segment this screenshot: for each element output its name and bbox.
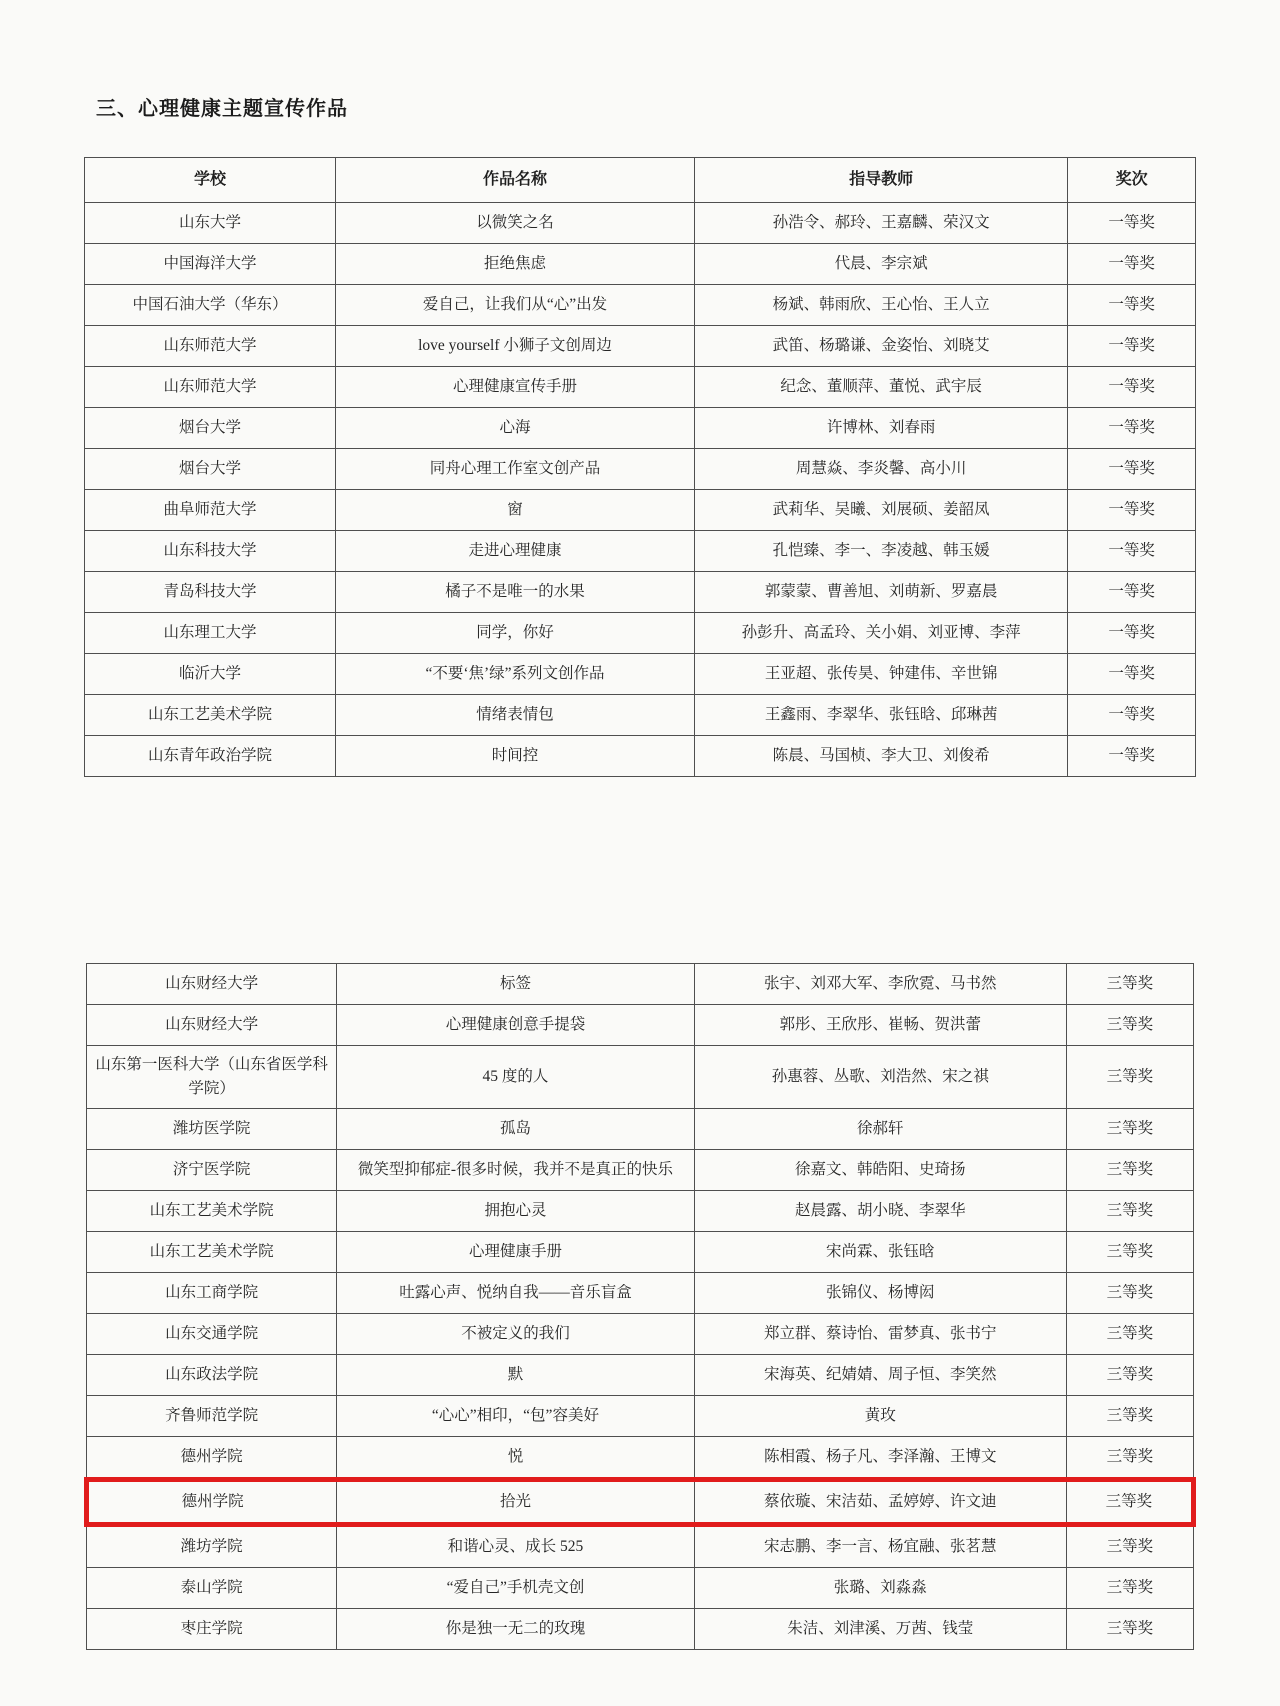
cell-work: 时间控 <box>336 736 695 777</box>
table-row <box>85 285 1196 326</box>
cell-work: 你是独一无二的玫瑰 <box>337 1609 695 1650</box>
cell-award: 一等奖 <box>1068 326 1196 367</box>
table-row <box>85 695 1196 736</box>
awards-table-third-prize <box>84 963 1196 1650</box>
cell-school: 济宁医学院 <box>87 1150 337 1191</box>
table-row <box>87 1568 1194 1609</box>
table-row <box>87 1437 1194 1480</box>
cell-work: 爱自己，让我们从“心”出发 <box>336 285 695 326</box>
cell-work: 以微笑之名 <box>336 203 695 244</box>
cell-teachers: 赵晨露、胡小晓、李翠华 <box>694 1191 1066 1232</box>
table-row <box>87 1109 1194 1150</box>
cell-teachers: 陈相霞、杨子凡、李泽瀚、王博文 <box>694 1437 1066 1480</box>
cell-teachers: 宋尚霖、张钰晗 <box>694 1232 1066 1273</box>
table-row <box>87 1525 1194 1568</box>
cell-teachers: 纪念、董顺萍、董悦、武宇辰 <box>694 367 1067 408</box>
cell-work: 心理健康手册 <box>337 1232 695 1273</box>
cell-school: 枣庄学院 <box>87 1609 337 1650</box>
cell-teachers: 徐郝轩 <box>694 1109 1066 1150</box>
cell-work: 和谐心灵、成长 525 <box>337 1525 695 1568</box>
table-row <box>85 613 1196 654</box>
cell-work: 同舟心理工作室文创产品 <box>336 449 695 490</box>
cell-work: 默 <box>337 1355 695 1396</box>
cell-teachers: 徐嘉文、韩皓阳、史琦扬 <box>694 1150 1066 1191</box>
first-prize-rows <box>85 203 1196 777</box>
cell-work: 情绪表情包 <box>336 695 695 736</box>
cell-award: 三等奖 <box>1066 1568 1193 1609</box>
table-row <box>87 1273 1194 1314</box>
cell-school: 青岛科技大学 <box>85 572 336 613</box>
cell-award: 一等奖 <box>1068 367 1196 408</box>
cell-work: “心心”相印，“包”容美好 <box>337 1396 695 1437</box>
cell-award: 一等奖 <box>1068 490 1196 531</box>
cell-teachers: 宋海英、纪婧婧、周子恒、李笑然 <box>694 1355 1066 1396</box>
column-header-teachers: 指导教师 <box>694 158 1067 203</box>
cell-school: 山东财经大学 <box>87 964 337 1005</box>
cell-work: 微笑型抑郁症-很多时候，我并不是真正的快乐 <box>337 1150 695 1191</box>
cell-award: 一等奖 <box>1068 285 1196 326</box>
table-row <box>87 1355 1194 1396</box>
cell-school: 山东理工大学 <box>85 613 336 654</box>
cell-teachers: 周慧焱、李炎馨、高小川 <box>694 449 1067 490</box>
cell-teachers: 孔恺臻、李一、李凌越、韩玉媛 <box>694 531 1067 572</box>
cell-school: 烟台大学 <box>85 449 336 490</box>
table-row <box>85 367 1196 408</box>
cell-school: 齐鲁师范学院 <box>87 1396 337 1437</box>
cell-work: 窗 <box>336 490 695 531</box>
cell-award: 三等奖 <box>1066 1609 1193 1650</box>
cell-award: 三等奖 <box>1066 1232 1193 1273</box>
cell-teachers: 朱洁、刘津溪、万茜、钱莹 <box>694 1609 1066 1650</box>
cell-teachers: 黄玫 <box>694 1396 1066 1437</box>
column-header-work: 作品名称 <box>336 158 695 203</box>
cell-award: 一等奖 <box>1068 203 1196 244</box>
cell-teachers: 宋志鹏、李一言、杨宜融、张茗慧 <box>694 1525 1066 1568</box>
cell-award: 一等奖 <box>1068 695 1196 736</box>
cell-work: 吐露心声、悦纳自我——音乐盲盒 <box>337 1273 695 1314</box>
cell-work: “不要‘焦’绿”系列文创作品 <box>336 654 695 695</box>
cell-work: 心海 <box>336 408 695 449</box>
cell-work: 心理健康宣传手册 <box>336 367 695 408</box>
cell-teachers: 蔡依璇、宋洁茹、孟婷婷、许文迪 <box>694 1480 1066 1525</box>
table-row <box>85 408 1196 449</box>
cell-school: 山东科技大学 <box>85 531 336 572</box>
cell-award: 一等奖 <box>1068 408 1196 449</box>
cell-teachers: 许博林、刘春雨 <box>694 408 1067 449</box>
cell-school: 山东工艺美术学院 <box>87 1232 337 1273</box>
table-row <box>85 736 1196 777</box>
table-row <box>85 572 1196 613</box>
cell-school: 烟台大学 <box>85 408 336 449</box>
cell-award: 三等奖 <box>1066 1314 1193 1355</box>
cell-teachers: 郭彤、王欣彤、崔畅、贺洪蕾 <box>694 1005 1066 1046</box>
page-break-gap <box>84 777 1196 963</box>
cell-work: 心理健康创意手提袋 <box>337 1005 695 1046</box>
cell-award: 三等奖 <box>1066 964 1193 1005</box>
highlighted-row <box>87 1480 1194 1525</box>
table-row <box>85 654 1196 695</box>
cell-school: 曲阜师范大学 <box>85 490 336 531</box>
cell-award: 一等奖 <box>1068 654 1196 695</box>
cell-teachers: 王鑫雨、李翠华、张钰晗、邱琳茜 <box>694 695 1067 736</box>
cell-teachers: 郑立群、蔡诗怡、雷梦真、张书宁 <box>694 1314 1066 1355</box>
table-row <box>87 1396 1194 1437</box>
cell-teachers: 孙惠蓉、丛歌、刘浩然、宋之祺 <box>694 1046 1066 1109</box>
cell-school: 山东工艺美术学院 <box>87 1191 337 1232</box>
cell-award: 三等奖 <box>1066 1525 1193 1568</box>
cell-teachers: 代晨、李宗斌 <box>694 244 1067 285</box>
cell-work: 拾光 <box>337 1480 695 1525</box>
cell-work: 拥抱心灵 <box>337 1191 695 1232</box>
cell-award: 一等奖 <box>1068 449 1196 490</box>
cell-school: 德州学院 <box>87 1480 337 1525</box>
cell-teachers: 张璐、刘淼淼 <box>694 1568 1066 1609</box>
table-row <box>87 1609 1194 1650</box>
cell-school: 山东师范大学 <box>85 367 336 408</box>
cell-teachers: 张宇、刘邓大军、李欣霓、马书然 <box>694 964 1066 1005</box>
cell-school: 中国石油大学（华东） <box>85 285 336 326</box>
table-row <box>87 1046 1194 1109</box>
cell-award: 一等奖 <box>1068 572 1196 613</box>
cell-award: 一等奖 <box>1068 531 1196 572</box>
cell-school: 山东大学 <box>85 203 336 244</box>
table-row <box>87 1232 1194 1273</box>
cell-school: 山东工商学院 <box>87 1273 337 1314</box>
cell-work: 橘子不是唯一的水果 <box>336 572 695 613</box>
cell-school: 潍坊医学院 <box>87 1109 337 1150</box>
table-row <box>85 449 1196 490</box>
cell-award: 三等奖 <box>1066 1046 1193 1109</box>
cell-school: 山东交通学院 <box>87 1314 337 1355</box>
cell-teachers: 陈晨、马国桢、李大卫、刘俊希 <box>694 736 1067 777</box>
cell-award: 三等奖 <box>1066 1437 1193 1480</box>
cell-award: 三等奖 <box>1066 1005 1193 1046</box>
cell-award: 三等奖 <box>1066 1109 1193 1150</box>
cell-teachers: 孙浩令、郝玲、王嘉麟、荣汉文 <box>694 203 1067 244</box>
cell-school: 德州学院 <box>87 1437 337 1480</box>
cell-school: 潍坊学院 <box>87 1525 337 1568</box>
table-header-row <box>85 158 1196 203</box>
cell-school: 山东青年政治学院 <box>85 736 336 777</box>
cell-work: 标签 <box>337 964 695 1005</box>
table-row <box>85 244 1196 285</box>
column-header-award: 奖次 <box>1068 158 1196 203</box>
awards-table-first-prize <box>84 157 1196 777</box>
cell-teachers: 王亚超、张传昊、钟建伟、辛世锦 <box>694 654 1067 695</box>
cell-school: 山东工艺美术学院 <box>85 695 336 736</box>
column-header-school: 学校 <box>85 158 336 203</box>
cell-teachers: 郭蒙蒙、曹善旭、刘萌新、罗嘉晨 <box>694 572 1067 613</box>
cell-award: 一等奖 <box>1068 613 1196 654</box>
cell-award: 三等奖 <box>1066 1150 1193 1191</box>
cell-school: 山东财经大学 <box>87 1005 337 1046</box>
cell-award: 一等奖 <box>1068 244 1196 285</box>
cell-school: 山东第一医科大学（山东省医学科学院） <box>87 1046 337 1109</box>
table-row <box>87 1191 1194 1232</box>
cell-work: 拒绝焦虑 <box>336 244 695 285</box>
cell-school: 山东政法学院 <box>87 1355 337 1396</box>
table-row <box>87 1005 1194 1046</box>
cell-award: 三等奖 <box>1066 1480 1193 1525</box>
table-row <box>87 1150 1194 1191</box>
cell-teachers: 武笛、杨璐谦、金姿怡、刘晓艾 <box>694 326 1067 367</box>
cell-school: 山东师范大学 <box>85 326 336 367</box>
cell-school: 泰山学院 <box>87 1568 337 1609</box>
table-row <box>85 531 1196 572</box>
table-row <box>85 490 1196 531</box>
cell-award: 一等奖 <box>1068 736 1196 777</box>
cell-work: 45 度的人 <box>337 1046 695 1109</box>
cell-award: 三等奖 <box>1066 1355 1193 1396</box>
cell-teachers: 张锦仪、杨博闳 <box>694 1273 1066 1314</box>
cell-work: love yourself 小狮子文创周边 <box>336 326 695 367</box>
cell-award: 三等奖 <box>1066 1273 1193 1314</box>
table-row <box>85 326 1196 367</box>
table-row <box>87 1314 1194 1355</box>
table-row <box>85 203 1196 244</box>
cell-teachers: 武莉华、吴曦、刘展硕、姜韶凤 <box>694 490 1067 531</box>
page-title: 三、心理健康主题宣传作品 <box>96 98 348 120</box>
cell-school: 中国海洋大学 <box>85 244 336 285</box>
cell-teachers: 杨斌、韩雨欣、王心怡、王人立 <box>694 285 1067 326</box>
cell-award: 三等奖 <box>1066 1191 1193 1232</box>
cell-teachers: 孙彭升、高孟玲、关小娟、刘亚博、李萍 <box>694 613 1067 654</box>
cell-work: 同学，你好 <box>336 613 695 654</box>
cell-school: 临沂大学 <box>85 654 336 695</box>
cell-award: 三等奖 <box>1066 1396 1193 1437</box>
cell-work: 悦 <box>337 1437 695 1480</box>
third-prize-rows <box>87 964 1194 1650</box>
cell-work: 孤岛 <box>337 1109 695 1150</box>
cell-work: 走进心理健康 <box>336 531 695 572</box>
cell-work: “爱自己”手机壳文创 <box>337 1568 695 1609</box>
table-row <box>87 964 1194 1005</box>
cell-work: 不被定义的我们 <box>337 1314 695 1355</box>
